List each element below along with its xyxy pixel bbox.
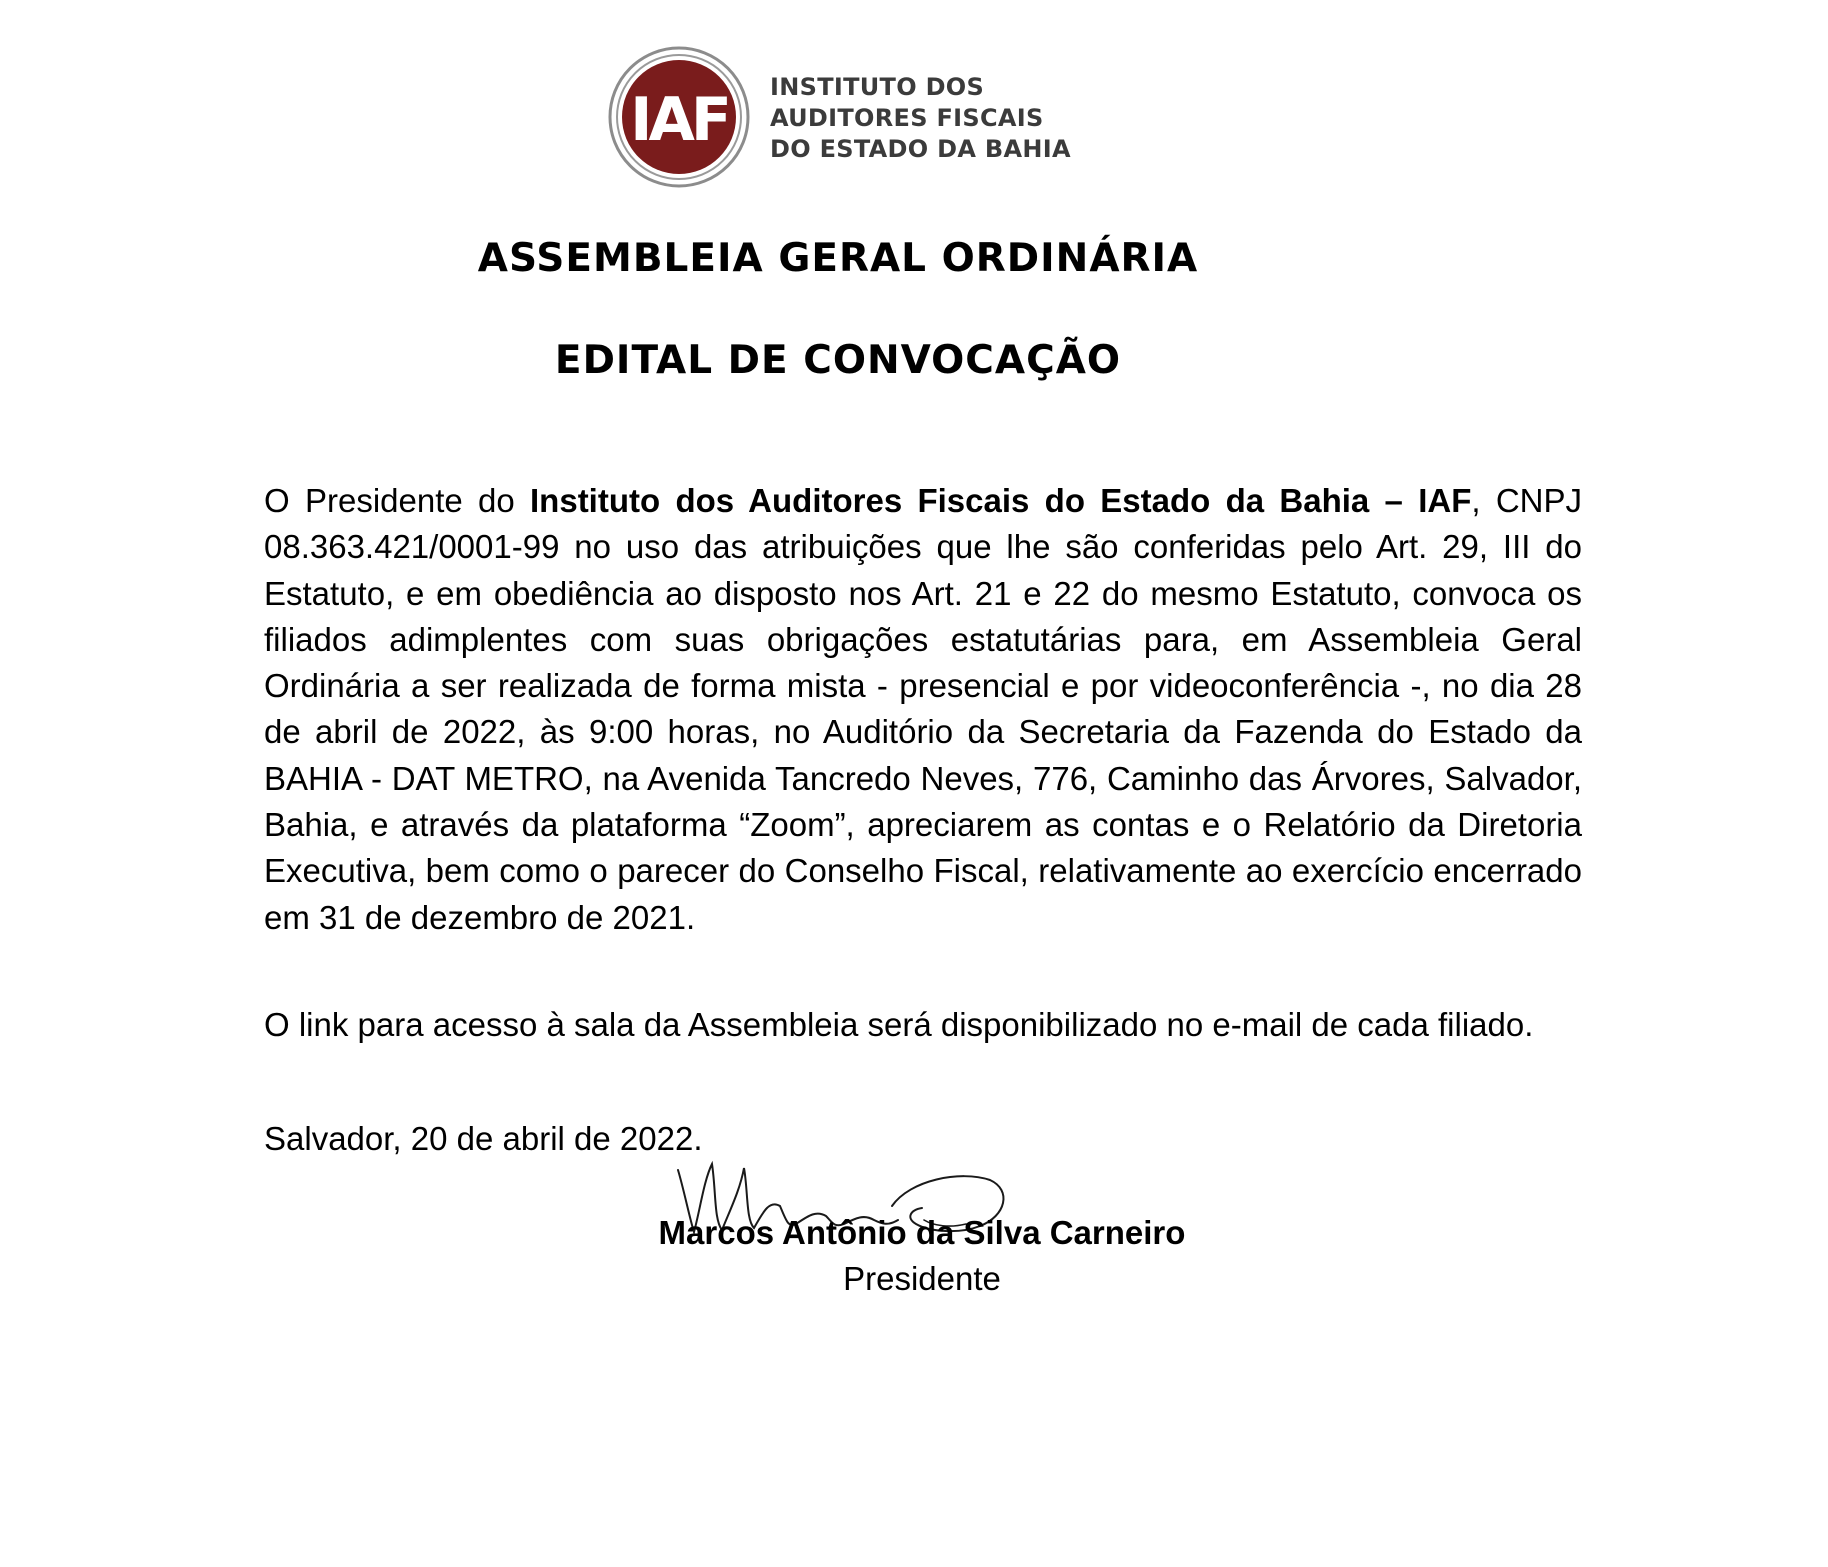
signer-role: Presidente bbox=[843, 1260, 1001, 1297]
date-line: Salvador, 20 de abril de 2022. bbox=[264, 1120, 703, 1157]
document-title: ASSEMBLEIA GERAL ORDINÁRIA bbox=[477, 236, 1199, 281]
paragraph-intro: O Presidente do bbox=[264, 482, 531, 519]
paragraph-body: , CNPJ 08.363.421/0001-99 no uso das atribuições que lhe são conferidas pelo Art. 29, III do Estatuto, e em obediência ao disposto nos Art. 21 e 22 do mesmo Estatuto, convoca os filiados adimplentes com suas obrigações estatutárias para, em Assembleia Geral Ordinária a ser realizada de forma mista - presencial e por videoconferência -, no dia 28 de abril de 2022, às 9:00 horas, no Auditório da Secretaria da Fazenda do Estado da BAHIA - DAT METRO, na Avenida Tancredo Neves, 776, Caminho das Árvores, Salvador, Bahia, e através da plataforma “Zoom”, apreciarem as contas e o Relatório da Diretoria Executiva, bem como o parecer do Conselho Fiscal, relativamente ao exercício encerrado em 31 de dezembro de 2021. bbox=[264, 482, 1582, 936]
document-subtitle: EDITAL DE CONVOCAÇÃO bbox=[554, 338, 1122, 383]
iaf-logo bbox=[608, 46, 750, 188]
org-name-line-2: AUDITORES FISCAIS bbox=[770, 104, 1044, 132]
organization-bold-name: Instituto dos Auditores Fiscais do Estado da Bahia – IAF bbox=[530, 482, 1472, 519]
org-name-line-3: DO ESTADO DA BAHIA bbox=[770, 135, 1071, 163]
organization-name bbox=[770, 72, 1071, 165]
convocation-paragraph bbox=[264, 478, 1582, 941]
access-link-paragraph: O link para acesso à sala da Assembleia será disponibilizado no e-mail de cada filiado. bbox=[264, 1006, 1534, 1043]
signer-name: Marcos Antônio da Silva Carneiro bbox=[658, 1214, 1186, 1251]
svg-text:IAF: IAF bbox=[630, 85, 728, 155]
org-name-line-1: INSTITUTO DOS bbox=[770, 73, 985, 101]
letterhead bbox=[608, 46, 1168, 186]
